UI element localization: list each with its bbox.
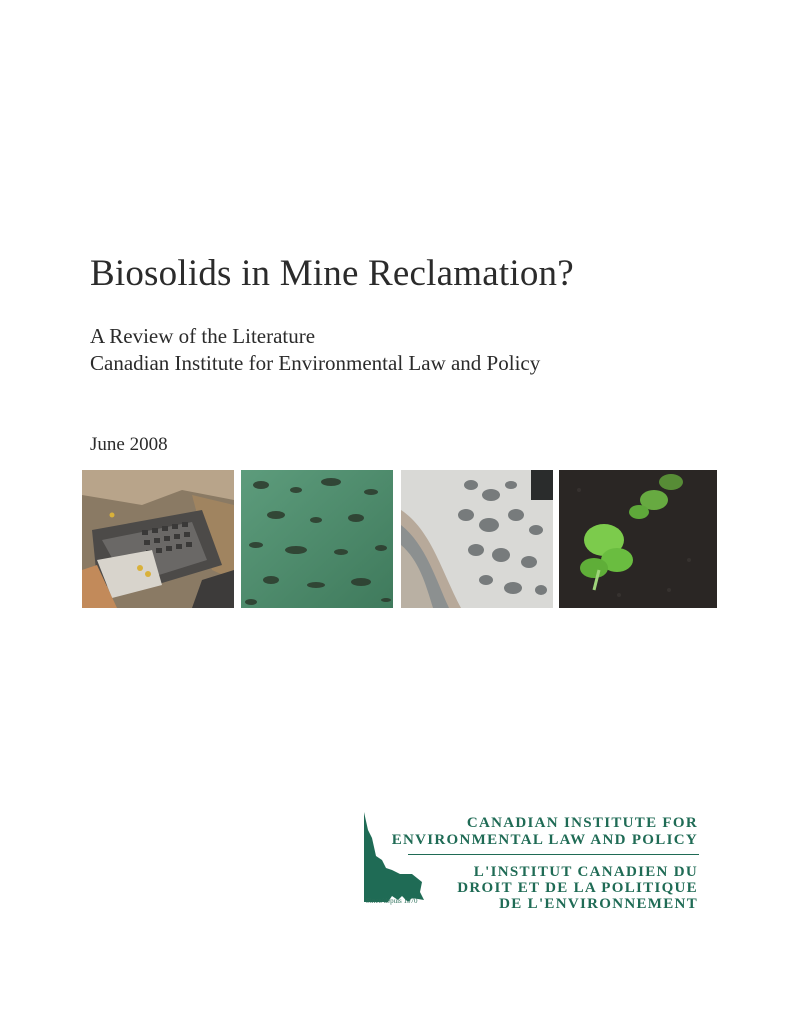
- photo-mine-site: [82, 470, 234, 608]
- organization-name-fr-line3: DE L'ENVIRONNEMENT: [499, 896, 698, 912]
- organization-name-en-line2: ENVIRONMENTAL LAW AND POLICY: [391, 832, 698, 848]
- photo-mineral-crust: [401, 470, 553, 608]
- document-title: Biosolids in Mine Reclamation?: [90, 253, 574, 294]
- photo-lettuce-seedlings: [559, 470, 717, 608]
- photo-wetland: [241, 470, 393, 608]
- organization-name-fr-line1: L'INSTITUT CANADIEN DU: [473, 864, 698, 880]
- organization-name-fr-line2: DROIT ET DE LA POLITIQUE: [457, 880, 698, 896]
- organization-name-en-line1: CANADIAN INSTITUTE FOR: [466, 815, 698, 831]
- document-subtitle-line2: Canadian Institute for Environmental Law and Policy: [90, 351, 541, 375]
- organization-since: Since/depuis 1970: [366, 897, 418, 905]
- document-date: June 2008: [90, 434, 168, 455]
- organization-divider: [408, 854, 699, 855]
- document-subtitle-line1: A Review of the Literature: [90, 324, 316, 348]
